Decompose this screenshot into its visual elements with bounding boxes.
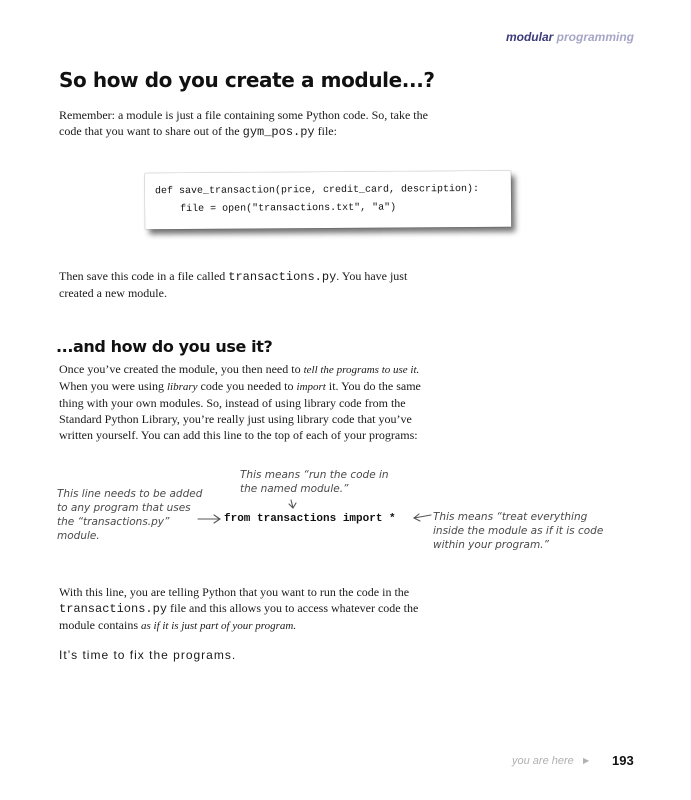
paragraph-explain-import bbox=[59, 584, 429, 634]
inline-code-transactions-2: transactions.py bbox=[59, 602, 168, 616]
arrow-left-to-import-icon bbox=[198, 515, 220, 523]
paragraph-use-text-2: When you were using bbox=[59, 379, 167, 393]
code-line-def: def save_transaction(price, credit_card, description): bbox=[154, 183, 480, 198]
closing-line: It’s time to fix the programs. bbox=[59, 648, 237, 662]
arrow-top-to-import-icon bbox=[289, 500, 296, 508]
annotation-treat-everything: This means “treat everything inside the module as if it is code within your program.” bbox=[433, 511, 604, 551]
annotation-line-added: This line needs to be added to any program that uses the “transactions.py” module. bbox=[57, 488, 203, 542]
page-number: 193 bbox=[612, 753, 634, 768]
paragraph-use-text-1: Once you’ve created the module, you then need to bbox=[59, 362, 304, 376]
emphasis-as-if-part: as if it is just part of your program. bbox=[140, 620, 297, 632]
inline-code-gym-pos: gym_pos.py bbox=[242, 125, 315, 139]
triangle-right-icon: ▶ bbox=[583, 756, 590, 765]
arrow-right-to-star-icon bbox=[414, 514, 431, 521]
paragraph-explain-text-1: With this line, you are telling Python that you want to run the code in the bbox=[59, 585, 410, 599]
header-section-strong: modular bbox=[505, 30, 554, 44]
inline-code-transactions: transactions.py bbox=[228, 270, 337, 284]
code-line-open: file = open("transactions.txt", "a") bbox=[180, 202, 397, 216]
emphasis-tell-programs: tell the programs to use it. bbox=[303, 364, 420, 376]
code-import-line: from transactions import * bbox=[224, 513, 396, 525]
paragraph-intro-text-2: file: bbox=[314, 124, 337, 138]
paragraph-save-text-1: Then save this code in a file called bbox=[59, 269, 229, 283]
paragraph-use-text-4: it. You do the same thing with your own modules. So, instead of using library code from the Standard Python Library, you’re really just using library code that you’ve written yourself. You can add this line to the top of each of your programs: bbox=[59, 379, 421, 442]
paragraph-intro-text-1: Remember: a module is just a file containing some Python code. So, take the code that you want to share out of the bbox=[59, 108, 428, 138]
paragraph-save-text-2: . You have just created a new module. bbox=[59, 269, 408, 300]
header-section-light: programming bbox=[556, 30, 634, 44]
emphasis-import: import bbox=[296, 381, 326, 393]
footer-you-are-here: you are here bbox=[512, 755, 574, 767]
heading-create-module: So how do you create a module...? bbox=[59, 68, 435, 92]
emphasis-library: library bbox=[166, 381, 198, 393]
paragraph-use-text-3: code you needed to bbox=[197, 379, 297, 393]
heading-use-module: ...and how do you use it? bbox=[56, 337, 273, 356]
annotation-run-code: This means “run the code in the named module.” bbox=[240, 469, 389, 495]
paragraph-explain-text-2: file and this allows you to access whatever code the module contains bbox=[59, 601, 419, 632]
